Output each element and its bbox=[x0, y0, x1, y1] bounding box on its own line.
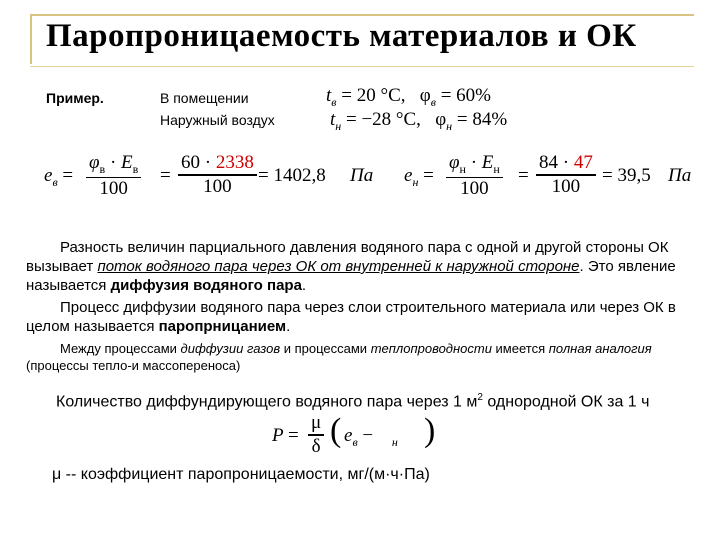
paragraph-analogy: Между процессами диффузии газов и процессами теплопроводности имеется полная аналогия (процессы тепло-и массопереноса) bbox=[26, 341, 652, 373]
fraction-numbers-outside: 84 · 47 100 bbox=[536, 152, 596, 198]
fraction-numbers-inside: 60 · 2338 100 bbox=[178, 152, 257, 198]
fraction-phi-e-inside: $\varphi_в \cdot E_в$ 100 bbox=[86, 152, 141, 200]
indoor-label: В помещении bbox=[160, 90, 249, 106]
title-underline bbox=[30, 66, 694, 67]
outdoor-conditions: $t_н = -28$ °C, $\varphi_н = 84\%$ bbox=[330, 109, 508, 133]
paragraph-diffusion-process: Процесс диффузии водяного пара через слои строительного материала или через ОК в целом называется паропрницанием. bbox=[26, 299, 676, 335]
paragraph-pressure-difference: Разность величин парциального давления водяного пара с одной и другой стороны ОК вызывает поток водяного пара через ОК от внутренней к наружной стороне. Это явление называется диффузия водяного пара. bbox=[26, 239, 676, 294]
outdoor-label: Наружный воздух bbox=[160, 112, 275, 128]
fraction-phi-e-outside: $\varphi_н \cdot E_н$ 100 bbox=[446, 152, 503, 200]
frame-left-border bbox=[30, 14, 32, 64]
slide-title: Паропроницаемость материалов и ОК bbox=[46, 18, 637, 54]
fraction-mu-delta: μ δ bbox=[308, 412, 324, 458]
paragraph-vapor-quantity: Количество диффундирующего водяного пара через 1 $м^2$ однородной ОК за 1 ч bbox=[56, 392, 650, 411]
frame-top-border bbox=[30, 14, 694, 16]
indoor-conditions: $t_в = 20$ °C, $\varphi_в = 60\%$ bbox=[326, 85, 491, 109]
mu-definition: μ -- коэффициент паропроницаемости, мг/(м·ч·Па) bbox=[52, 466, 430, 483]
example-label: Пример. bbox=[46, 90, 104, 106]
